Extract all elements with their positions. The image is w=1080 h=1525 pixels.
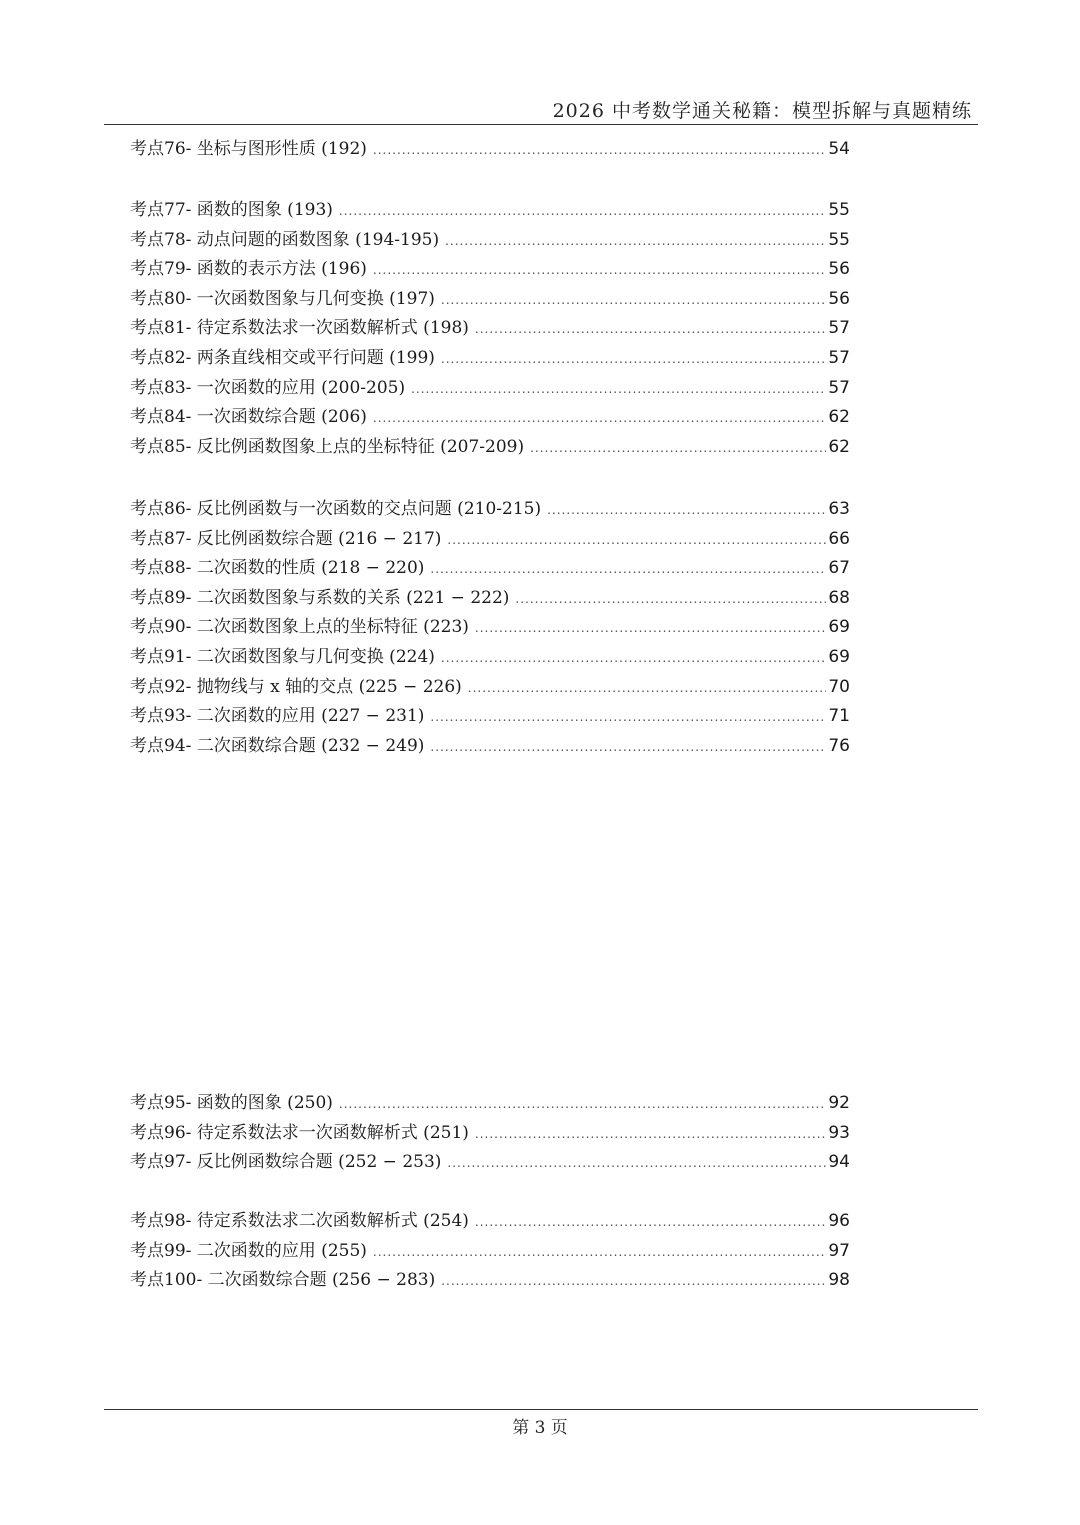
toc-entry-page: 57	[828, 318, 850, 339]
toc-dot-leader	[445, 234, 826, 248]
toc-entry-label: 考点82- 两条直线相交或平行问题 (199)	[130, 347, 435, 368]
toc-entry-page: 68	[828, 587, 850, 608]
toc-entry[interactable]	[130, 195, 850, 225]
toc-entry-label: 考点80- 一次函数图象与几何变换 (197)	[130, 288, 435, 309]
toc-entry-label: 考点91- 二次函数图象与几何变换 (224)	[130, 646, 435, 667]
toc-entry-label: 考点89- 二次函数图象与系数的关系 (221 − 222)	[130, 587, 510, 608]
toc-entry[interactable]	[130, 432, 850, 462]
toc-entry-label: 考点79- 函数的表示方法 (196)	[130, 259, 367, 280]
toc-entry-page: 97	[828, 1240, 850, 1261]
toc-dot-leader	[441, 352, 826, 366]
toc-entry-label: 考点98- 待定系数法求二次函数解析式 (254)	[130, 1211, 469, 1231]
toc-dot-leader	[411, 382, 826, 396]
toc-entry-page: 54	[828, 139, 850, 159]
toc-dot-leader	[373, 411, 826, 425]
toc-entry-label: 考点87- 反比例函数综合题 (216 − 217)	[130, 528, 442, 549]
toc-entry-page: 96	[828, 1211, 850, 1231]
toc-entry[interactable]	[130, 1236, 850, 1266]
toc-dot-leader	[430, 740, 826, 754]
toc-dot-leader	[339, 204, 826, 218]
toc-entry-label: 考点100- 二次函数综合题 (256 − 283)	[130, 1270, 436, 1291]
toc-group-4	[130, 1088, 850, 1177]
toc-entry-page: 62	[828, 436, 850, 457]
toc-entry-page: 69	[828, 646, 850, 667]
toc-group-1	[130, 134, 850, 164]
toc-entry-page: 66	[828, 528, 850, 549]
toc-dot-leader	[515, 592, 826, 606]
toc-entry[interactable]	[130, 225, 850, 255]
toc-entry[interactable]	[130, 642, 850, 672]
toc-entry[interactable]	[130, 284, 850, 314]
toc-entry-label: 考点92- 抛物线与 x 轴的交点 (225 − 226)	[130, 676, 462, 697]
toc-dot-leader	[475, 621, 826, 635]
toc-dot-leader	[468, 681, 827, 695]
toc-entry-page: 56	[828, 259, 850, 280]
toc-entry-label: 考点85- 反比例函数图象上点的坐标特征 (207-209)	[130, 436, 525, 457]
toc-dot-leader	[530, 441, 826, 455]
toc-dot-leader	[475, 1127, 826, 1141]
toc-entry[interactable]	[130, 1147, 850, 1177]
toc-entry-page: 76	[828, 735, 850, 756]
toc-entry-label: 考点96- 待定系数法求一次函数解析式 (251)	[130, 1122, 469, 1143]
toc-entry-page: 55	[828, 229, 850, 250]
toc-entry[interactable]	[130, 612, 850, 642]
toc-entry[interactable]	[130, 701, 850, 731]
toc-entry[interactable]	[130, 553, 850, 583]
toc-entry[interactable]	[130, 134, 850, 164]
toc-entry-label: 考点84- 一次函数综合题 (206)	[130, 407, 367, 428]
toc-entry[interactable]	[130, 524, 850, 554]
toc-entry-label: 考点99- 二次函数的应用 (255)	[130, 1240, 367, 1261]
toc-entry[interactable]	[130, 343, 850, 373]
toc-entry-label: 考点90- 二次函数图象上点的坐标特征 (223)	[130, 617, 469, 638]
toc-entry-page: 69	[828, 617, 850, 638]
toc-entry[interactable]	[130, 583, 850, 613]
toc-entry-label: 考点88- 二次函数的性质 (218 − 220)	[130, 558, 425, 579]
toc-entry-page: 57	[828, 377, 850, 398]
toc-entry[interactable]	[130, 1206, 850, 1236]
toc-entry-page: 57	[828, 347, 850, 368]
toc-entry-label: 考点95- 函数的图象 (250)	[130, 1093, 333, 1113]
document-header-title: 2026 中考数学通关秘籍：模型拆解与真题精练	[552, 100, 972, 122]
toc-entry-label: 考点76- 坐标与图形性质 (192)	[130, 139, 367, 159]
toc-dot-leader	[441, 1274, 826, 1288]
toc-dot-leader	[373, 143, 826, 157]
toc-dot-leader	[475, 1215, 826, 1229]
toc-dot-leader	[441, 293, 826, 307]
toc-dot-leader	[441, 651, 826, 665]
toc-entry[interactable]	[130, 494, 850, 524]
toc-entry-page: 56	[828, 288, 850, 309]
toc-entry-page: 67	[828, 558, 850, 579]
toc-entry[interactable]	[130, 373, 850, 403]
toc-entry[interactable]	[130, 313, 850, 343]
toc-dot-leader	[547, 503, 826, 517]
toc-entry-label: 考点78- 动点问题的函数图象 (194-195)	[130, 229, 440, 250]
toc-entry-page: 55	[828, 200, 850, 220]
toc-entry-label: 考点86- 反比例函数与一次函数的交点问题 (210-215)	[130, 499, 542, 519]
toc-entry-page: 70	[828, 676, 850, 697]
toc-entry-page: 63	[828, 499, 850, 519]
toc-entry-page: 98	[828, 1270, 850, 1291]
toc-entry-label: 考点77- 函数的图象 (193)	[130, 200, 333, 220]
header-divider	[104, 124, 978, 125]
toc-entry[interactable]	[130, 1118, 850, 1148]
toc-dot-leader	[373, 263, 826, 277]
toc-entry-label: 考点93- 二次函数的应用 (227 − 231)	[130, 706, 425, 727]
toc-entry-page: 92	[828, 1093, 850, 1113]
page-number: 第 3 页	[512, 1418, 568, 1438]
toc-entry-page: 94	[828, 1152, 850, 1173]
toc-dot-leader	[373, 1245, 826, 1259]
toc-entry[interactable]	[130, 672, 850, 702]
toc-entry[interactable]	[130, 402, 850, 432]
toc-dot-leader	[430, 710, 826, 724]
toc-entry[interactable]	[130, 1265, 850, 1295]
toc-dot-leader	[475, 322, 826, 336]
toc-entry-label: 考点97- 反比例函数综合题 (252 − 253)	[130, 1152, 442, 1173]
toc-group-3	[130, 494, 850, 760]
toc-group-5	[130, 1206, 850, 1295]
toc-dot-leader	[430, 562, 826, 576]
footer-divider	[104, 1409, 978, 1410]
toc-group-2	[130, 195, 850, 461]
toc-dot-leader	[447, 1156, 826, 1170]
toc-entry-page: 93	[828, 1122, 850, 1143]
toc-entry[interactable]	[130, 254, 850, 284]
toc-entry-page: 71	[828, 706, 850, 727]
toc-entry-label: 考点94- 二次函数综合题 (232 − 249)	[130, 735, 425, 756]
toc-entry-label: 考点83- 一次函数的应用 (200-205)	[130, 377, 406, 398]
toc-entry-page: 62	[828, 407, 850, 428]
toc-entry[interactable]	[130, 731, 850, 761]
toc-entry[interactable]	[130, 1088, 850, 1118]
toc-dot-leader	[447, 533, 826, 547]
toc-entry-label: 考点81- 待定系数法求一次函数解析式 (198)	[130, 318, 469, 339]
toc-dot-leader	[339, 1097, 826, 1111]
